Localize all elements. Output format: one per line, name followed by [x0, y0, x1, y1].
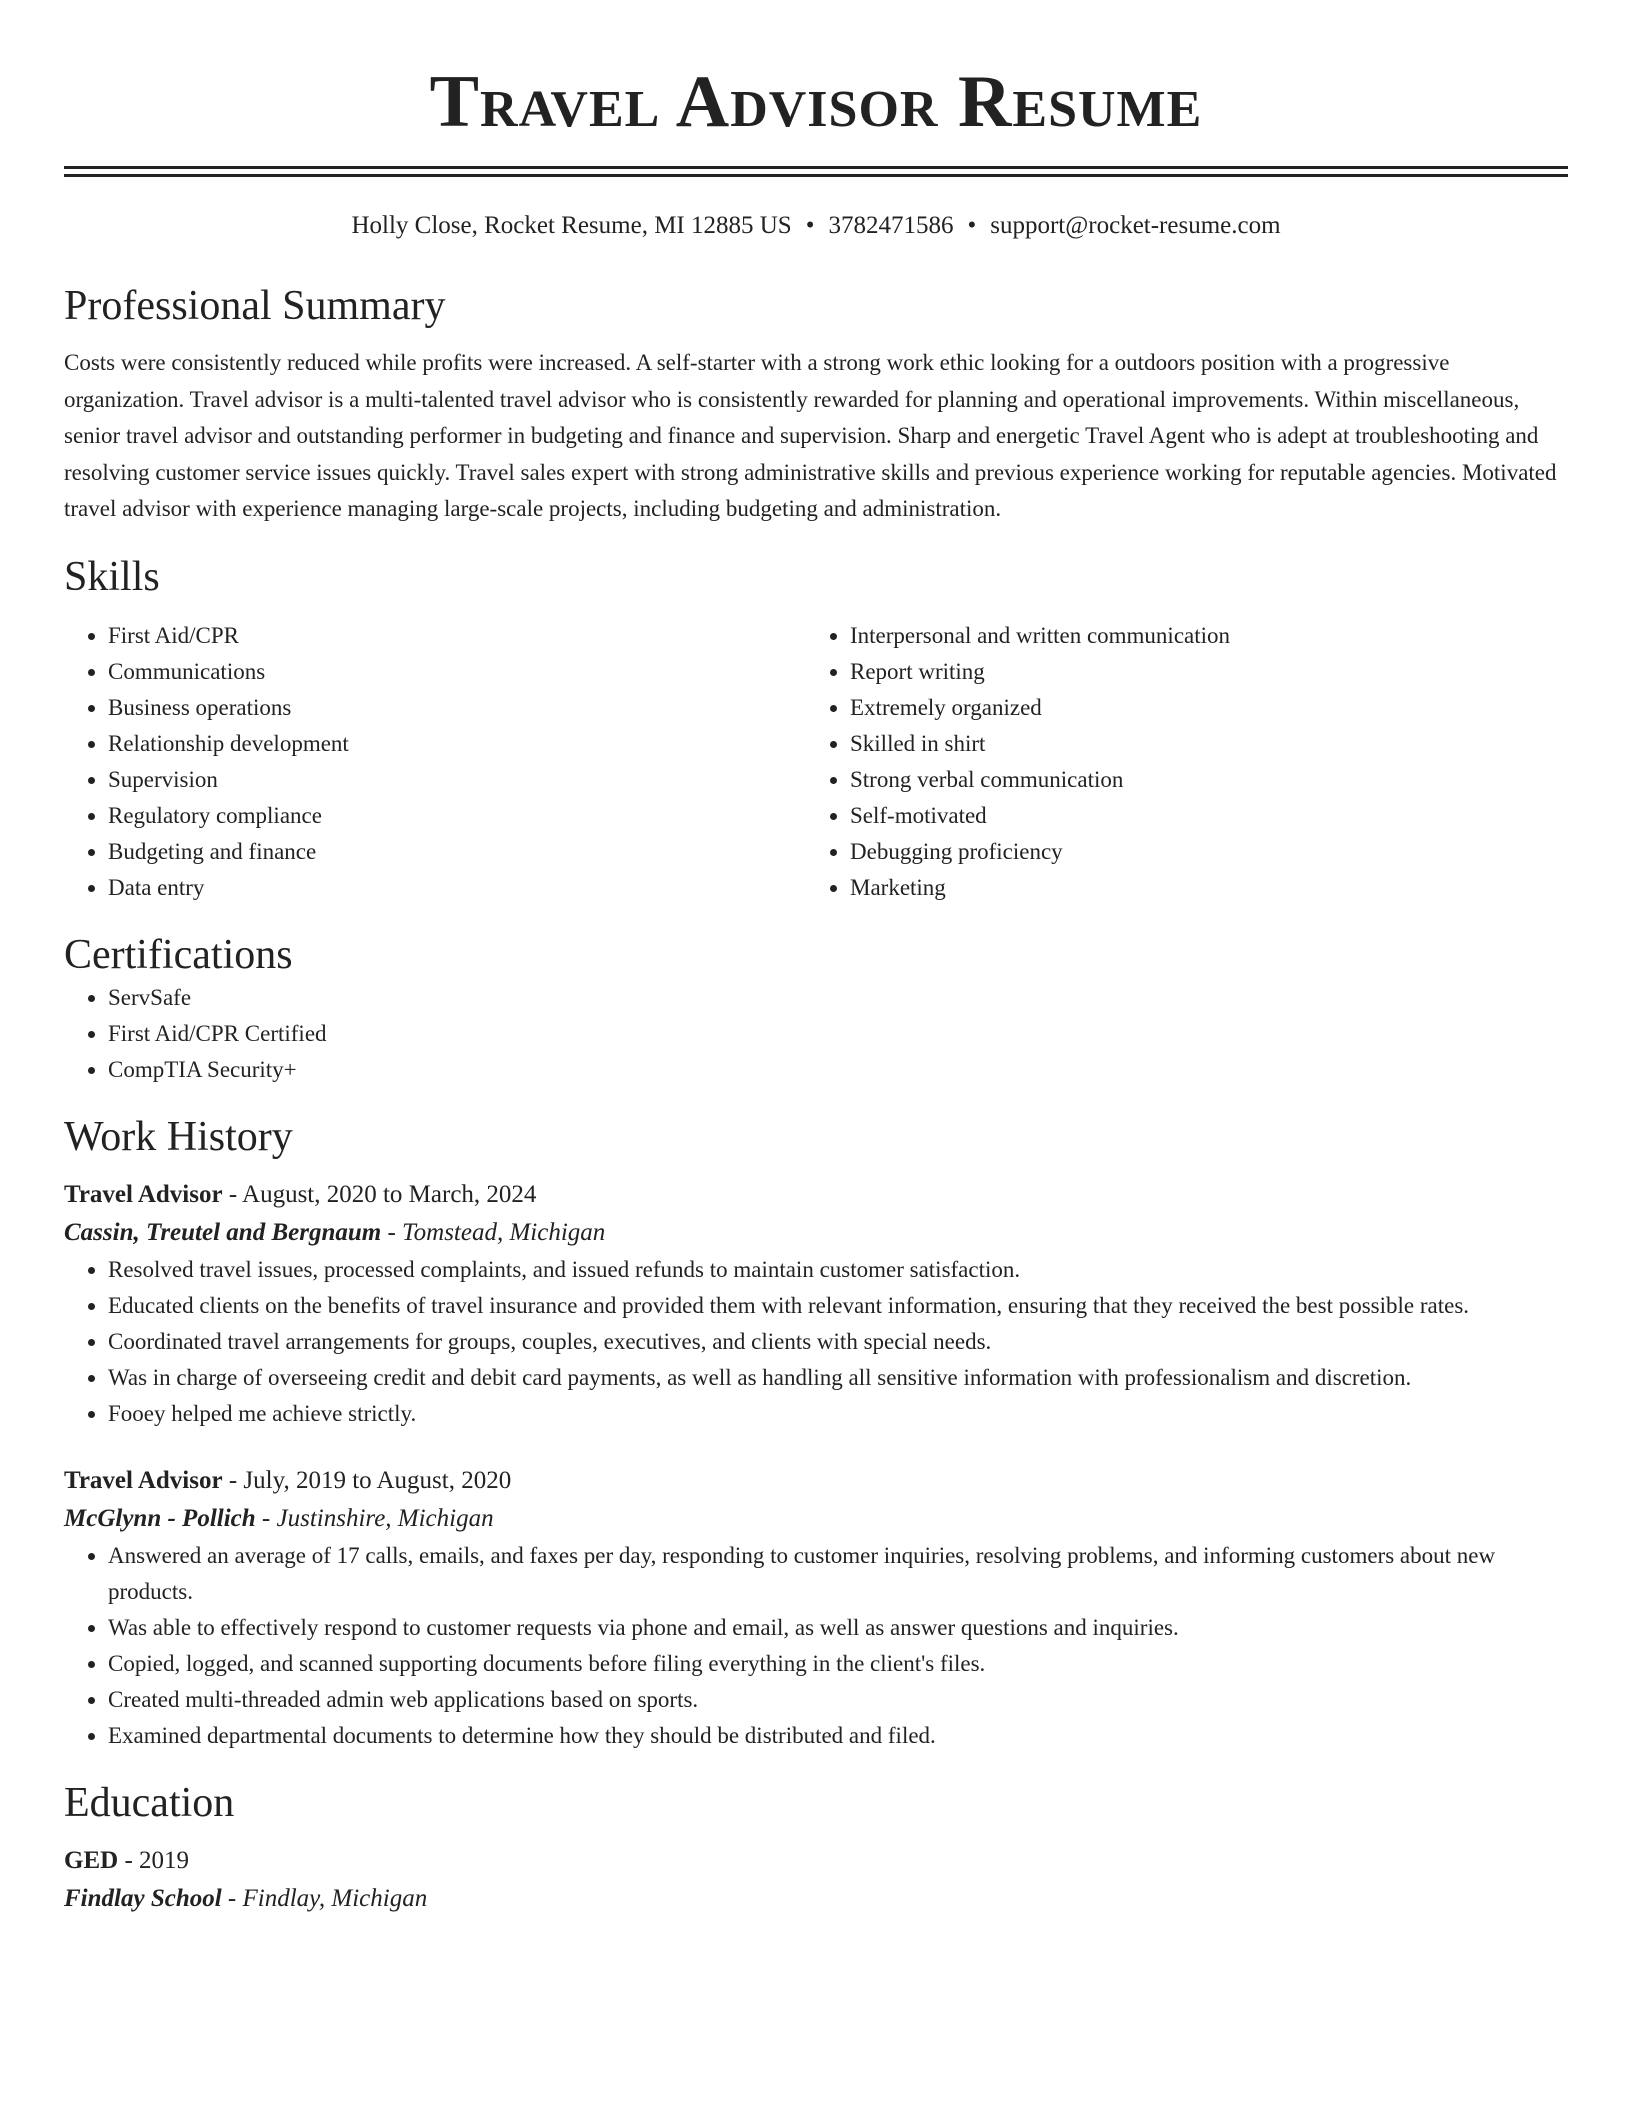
job-title: Travel Advisor — [64, 1180, 223, 1208]
skill-item: • Interpersonal and written communication — [850, 618, 1548, 654]
education-heading: Education — [64, 1779, 235, 1826]
education-location: - Findlay, Michigan — [221, 1884, 428, 1912]
skills-grid — [64, 618, 1568, 906]
skill-item: • Debugging proficiency — [850, 834, 1548, 870]
job-duty-item: • Was in charge of overseeing credit and debit card payments, as well as handling all sensitive information with professionalism and discretion. — [108, 1360, 1568, 1396]
title-rule-bottom — [64, 174, 1568, 177]
contact-email: support@rocket-resume.com — [990, 212, 1281, 239]
contact-separator: • — [967, 212, 977, 239]
certification-item: • ServSafe — [108, 980, 1568, 1016]
contact-line — [64, 211, 1568, 241]
job-duty-item: • Answered an average of 17 calls, emails, and faxes per day, responding to customer inquiries, resolving problems, and informing customers about new products. — [108, 1538, 1568, 1610]
job-duties-list — [64, 1538, 1568, 1754]
title-rule-top — [64, 166, 1568, 169]
skill-item: • Skilled in shirt — [850, 726, 1548, 762]
certification-item: • CompTIA Security+ — [108, 1052, 1568, 1088]
contact-address: Holly Close, Rocket Resume, MI 12885 US — [351, 212, 792, 239]
job-title-line — [64, 1176, 1568, 1214]
certifications-heading: Certifications — [64, 931, 293, 978]
job-title: Travel Advisor — [64, 1466, 223, 1494]
skill-item: • Budgeting and finance — [108, 834, 806, 870]
skills-list-left — [64, 618, 806, 906]
skills-column-left — [64, 618, 806, 906]
job-entry — [64, 1176, 1568, 1432]
job-duty-item: • Educated clients on the benefits of travel insurance and provided them with relevant information, ensuring that they received the best possible rates. — [108, 1288, 1568, 1324]
job-duty-item: • Coordinated travel arrangements for groups, couples, executives, and clients with special needs. — [108, 1324, 1568, 1360]
job-duties-list — [64, 1252, 1568, 1432]
job-dates: - August, 2020 to March, 2024 — [222, 1180, 537, 1208]
job-company: Cassin, Treutel and Bergnaum — [64, 1218, 382, 1246]
work-history-heading: Work History — [64, 1113, 293, 1160]
job-location: - Tomstead, Michigan — [381, 1218, 606, 1246]
job-duty-item: • Was able to effectively respond to customer requests via phone and email, as well as answer questions and inquiries. — [108, 1610, 1568, 1646]
skill-item: • Report writing — [850, 654, 1548, 690]
education-school-line — [64, 1880, 1568, 1918]
resume-title: Travel Advisor Resume — [429, 61, 1203, 143]
job-duty-item: • Resolved travel issues, processed complaints, and issued refunds to maintain customer satisfaction. — [108, 1252, 1568, 1288]
job-company-line — [64, 1214, 1568, 1252]
job-company: McGlynn - Pollich — [64, 1504, 256, 1532]
job-entry — [64, 1462, 1568, 1754]
skills-heading: Skills — [64, 553, 160, 600]
skill-item: • Business operations — [108, 690, 806, 726]
skill-item: • Extremely organized — [850, 690, 1548, 726]
skill-item: • Marketing — [850, 870, 1548, 906]
skill-item: • Relationship development — [108, 726, 806, 762]
skill-item: • First Aid/CPR — [108, 618, 806, 654]
education-year: - 2019 — [118, 1846, 190, 1874]
certification-item: • First Aid/CPR Certified — [108, 1016, 1568, 1052]
job-company-line — [64, 1500, 1568, 1538]
education-school: Findlay School — [64, 1884, 222, 1912]
job-location: - Justinshire, Michigan — [255, 1504, 494, 1532]
skill-item: • Supervision — [108, 762, 806, 798]
skill-item: • Data entry — [108, 870, 806, 906]
education-entry — [64, 1842, 1568, 1918]
job-title-line — [64, 1462, 1568, 1500]
contact-separator: • — [805, 212, 815, 239]
skill-item: • Strong verbal communication — [850, 762, 1548, 798]
job-dates: - July, 2019 to August, 2020 — [222, 1466, 512, 1494]
job-duty-item: • Copied, logged, and scanned supporting documents before filing everything in the client's files. — [108, 1646, 1568, 1682]
skill-item: • Self-motivated — [850, 798, 1548, 834]
education-degree: GED — [64, 1846, 119, 1874]
job-duty-item: • Fooey helped me achieve strictly. — [108, 1396, 1568, 1432]
job-duty-item: • Created multi-threaded admin web applications based on sports. — [108, 1682, 1568, 1718]
contact-phone: 3782471586 — [828, 212, 954, 239]
certifications-list — [64, 980, 1568, 1088]
skills-list-right — [806, 618, 1548, 906]
education-degree-line — [64, 1842, 1568, 1880]
skills-column-right — [806, 618, 1548, 906]
summary-heading: Professional Summary — [64, 283, 446, 329]
job-duty-item: • Examined departmental documents to determine how they should be distributed and filed. — [108, 1718, 1568, 1754]
skill-item: • Regulatory compliance — [108, 798, 806, 834]
skill-item: • Communications — [108, 654, 806, 690]
summary-text: Costs were consistently reduced while profits were increased. A self-starter with a strong work ethic looking for a outdoors position with a progressive organization. Travel advisor is a multi-talented travel advisor who is consistently rewarded for planning and operational improvements. Within miscellaneous, senior travel advisor and outstanding performer in budgeting and finance and supervision. Sharp and energetic Travel Agent who is adept at troubleshooting and resolving customer service issues quickly. Travel sales expert with strong administrative skills and previous experience working for reputable agencies. Motivated travel advisor with experience managing large-scale projects, including budgeting and administration. — [64, 350, 1557, 521]
